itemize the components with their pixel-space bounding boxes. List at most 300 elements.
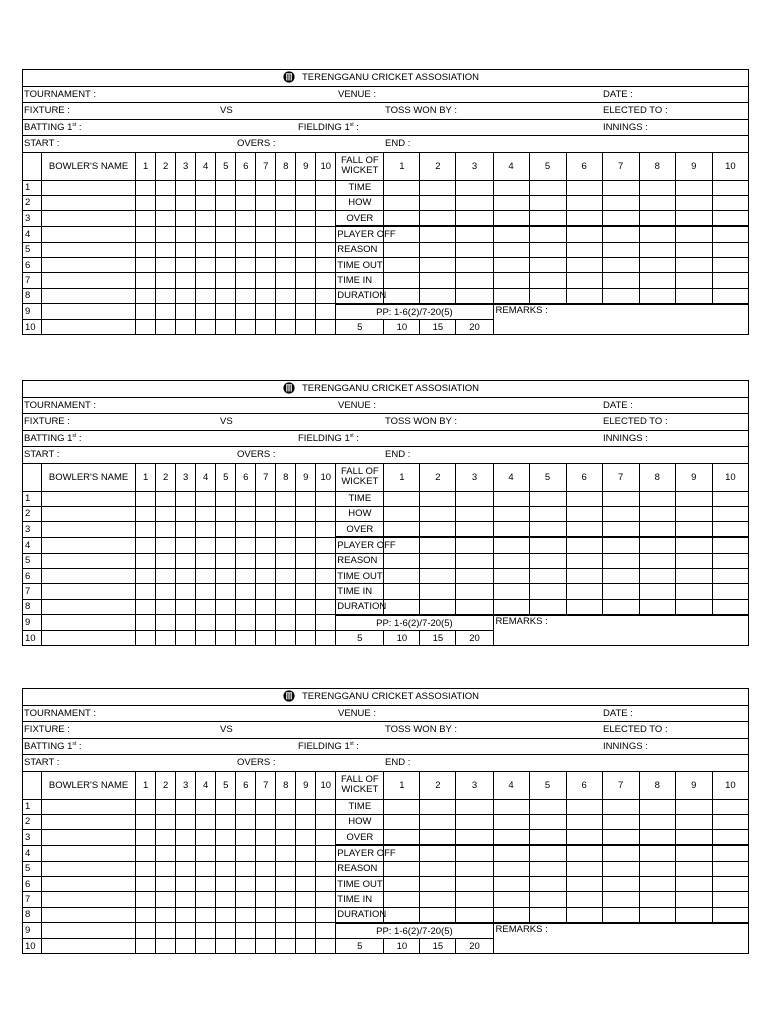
over-cell[interactable] (216, 506, 236, 521)
over-cell[interactable] (156, 814, 176, 829)
over-cell[interactable] (276, 799, 296, 814)
over-cell[interactable] (156, 211, 176, 227)
over-cell[interactable] (276, 304, 296, 320)
over-cell[interactable] (216, 522, 236, 538)
over-cell[interactable] (316, 814, 336, 829)
over-cell[interactable] (196, 923, 216, 939)
fow-cell[interactable] (420, 195, 456, 210)
fow-cell[interactable] (566, 180, 602, 195)
over-cell[interactable] (276, 180, 296, 195)
bowler-name-cell[interactable] (42, 939, 136, 954)
over-cell[interactable] (216, 923, 236, 939)
over-cell[interactable] (176, 180, 196, 195)
fow-cell[interactable] (456, 195, 493, 210)
bowler-name-cell[interactable] (42, 584, 136, 599)
over-cell[interactable] (136, 892, 156, 907)
over-cell[interactable] (156, 195, 176, 210)
fow-cell[interactable] (384, 584, 420, 599)
over-cell[interactable] (176, 257, 196, 272)
over-cell[interactable] (216, 830, 236, 846)
over-cell[interactable] (276, 845, 296, 861)
over-cell[interactable] (156, 257, 176, 272)
bowler-name-cell[interactable] (42, 830, 136, 846)
over-cell[interactable] (156, 226, 176, 242)
fow-cell[interactable] (639, 195, 675, 210)
fow-cell[interactable] (529, 892, 566, 907)
over-cell[interactable] (316, 242, 336, 257)
over-cell[interactable] (256, 180, 276, 195)
over-cell[interactable] (276, 861, 296, 876)
bowler-name-cell[interactable] (42, 799, 136, 814)
over-cell[interactable] (176, 522, 196, 538)
over-cell[interactable] (276, 615, 296, 631)
over-cell[interactable] (196, 242, 216, 257)
fow-cell[interactable] (566, 861, 602, 876)
fow-cell[interactable] (529, 599, 566, 615)
fow-cell[interactable] (384, 830, 420, 846)
over-cell[interactable] (236, 288, 256, 304)
over-cell[interactable] (176, 320, 196, 335)
over-cell[interactable] (276, 923, 296, 939)
fow-cell[interactable] (456, 273, 493, 288)
fow-cell[interactable] (420, 242, 456, 257)
over-cell[interactable] (256, 506, 276, 521)
fow-cell[interactable] (639, 907, 675, 923)
fow-cell[interactable] (493, 506, 529, 521)
over-cell[interactable] (236, 861, 256, 876)
over-cell[interactable] (176, 861, 196, 876)
over-cell[interactable] (136, 226, 156, 242)
over-cell[interactable] (216, 584, 236, 599)
fow-cell[interactable] (602, 257, 639, 272)
bowler-name-cell[interactable] (42, 568, 136, 583)
fow-cell[interactable] (456, 257, 493, 272)
over-cell[interactable] (176, 845, 196, 861)
over-cell[interactable] (216, 491, 236, 506)
over-cell[interactable] (256, 320, 276, 335)
fow-cell[interactable] (384, 876, 420, 891)
over-cell[interactable] (136, 506, 156, 521)
fow-cell[interactable] (675, 226, 712, 242)
over-cell[interactable] (216, 320, 236, 335)
fow-cell[interactable] (602, 845, 639, 861)
fow-cell[interactable] (384, 242, 420, 257)
over-cell[interactable] (216, 861, 236, 876)
over-cell[interactable] (256, 599, 276, 615)
fow-cell[interactable] (566, 830, 602, 846)
fow-cell[interactable] (456, 799, 493, 814)
over-cell[interactable] (156, 830, 176, 846)
over-cell[interactable] (276, 631, 296, 646)
over-cell[interactable] (216, 814, 236, 829)
over-cell[interactable] (156, 320, 176, 335)
fow-cell[interactable] (493, 861, 529, 876)
fow-cell[interactable] (456, 180, 493, 195)
over-cell[interactable] (256, 923, 276, 939)
fow-cell[interactable] (384, 814, 420, 829)
over-cell[interactable] (236, 584, 256, 599)
over-cell[interactable] (316, 631, 336, 646)
over-cell[interactable] (136, 568, 156, 583)
over-cell[interactable] (296, 491, 316, 506)
fow-cell[interactable] (639, 876, 675, 891)
fow-cell[interactable] (529, 506, 566, 521)
fow-cell[interactable] (712, 845, 748, 861)
fow-cell[interactable] (384, 861, 420, 876)
over-cell[interactable] (296, 288, 316, 304)
fow-cell[interactable] (712, 599, 748, 615)
over-cell[interactable] (196, 537, 216, 553)
over-cell[interactable] (256, 257, 276, 272)
over-cell[interactable] (216, 273, 236, 288)
fow-cell[interactable] (384, 599, 420, 615)
fow-cell[interactable] (675, 814, 712, 829)
over-cell[interactable] (276, 537, 296, 553)
fow-cell[interactable] (675, 876, 712, 891)
fow-cell[interactable] (602, 195, 639, 210)
over-cell[interactable] (316, 506, 336, 521)
over-cell[interactable] (196, 939, 216, 954)
over-cell[interactable] (176, 814, 196, 829)
over-cell[interactable] (256, 304, 276, 320)
fow-cell[interactable] (712, 226, 748, 242)
fow-cell[interactable] (602, 892, 639, 907)
over-cell[interactable] (216, 615, 236, 631)
over-cell[interactable] (236, 939, 256, 954)
fow-cell[interactable] (602, 273, 639, 288)
over-cell[interactable] (296, 799, 316, 814)
over-cell[interactable] (176, 584, 196, 599)
over-cell[interactable] (196, 814, 216, 829)
over-cell[interactable] (196, 876, 216, 891)
over-cell[interactable] (176, 195, 196, 210)
fow-cell[interactable] (456, 211, 493, 227)
over-cell[interactable] (256, 568, 276, 583)
over-cell[interactable] (316, 599, 336, 615)
fow-cell[interactable] (529, 584, 566, 599)
over-cell[interactable] (196, 631, 216, 646)
over-cell[interactable] (176, 242, 196, 257)
over-cell[interactable] (196, 226, 216, 242)
over-cell[interactable] (136, 553, 156, 568)
fow-cell[interactable] (529, 257, 566, 272)
over-cell[interactable] (176, 211, 196, 227)
fow-cell[interactable] (566, 257, 602, 272)
over-cell[interactable] (196, 615, 216, 631)
fow-cell[interactable] (712, 799, 748, 814)
over-cell[interactable] (156, 522, 176, 538)
over-cell[interactable] (276, 568, 296, 583)
over-cell[interactable] (156, 304, 176, 320)
fow-cell[interactable] (493, 257, 529, 272)
over-cell[interactable] (296, 923, 316, 939)
fow-cell[interactable] (675, 242, 712, 257)
fow-cell[interactable] (529, 845, 566, 861)
fow-cell[interactable] (529, 522, 566, 538)
over-cell[interactable] (176, 568, 196, 583)
over-cell[interactable] (256, 211, 276, 227)
over-cell[interactable] (236, 876, 256, 891)
fow-cell[interactable] (529, 242, 566, 257)
over-cell[interactable] (296, 907, 316, 923)
over-cell[interactable] (156, 180, 176, 195)
over-cell[interactable] (156, 799, 176, 814)
fow-cell[interactable] (420, 180, 456, 195)
over-cell[interactable] (196, 491, 216, 506)
over-cell[interactable] (156, 631, 176, 646)
over-cell[interactable] (176, 304, 196, 320)
fow-cell[interactable] (456, 584, 493, 599)
fow-cell[interactable] (639, 814, 675, 829)
over-cell[interactable] (296, 180, 316, 195)
fow-cell[interactable] (712, 491, 748, 506)
over-cell[interactable] (236, 211, 256, 227)
over-cell[interactable] (136, 939, 156, 954)
over-cell[interactable] (196, 288, 216, 304)
over-cell[interactable] (236, 830, 256, 846)
over-cell[interactable] (276, 506, 296, 521)
over-cell[interactable] (316, 615, 336, 631)
over-cell[interactable] (316, 226, 336, 242)
over-cell[interactable] (196, 584, 216, 599)
over-cell[interactable] (296, 226, 316, 242)
bowler-name-cell[interactable] (42, 553, 136, 568)
bowler-name-cell[interactable] (42, 892, 136, 907)
fow-cell[interactable] (493, 288, 529, 304)
over-cell[interactable] (136, 257, 156, 272)
over-cell[interactable] (176, 615, 196, 631)
fow-cell[interactable] (566, 568, 602, 583)
fow-cell[interactable] (420, 568, 456, 583)
bowler-name-cell[interactable] (42, 845, 136, 861)
over-cell[interactable] (156, 242, 176, 257)
fow-cell[interactable] (384, 907, 420, 923)
over-cell[interactable] (236, 304, 256, 320)
fow-cell[interactable] (529, 861, 566, 876)
over-cell[interactable] (316, 257, 336, 272)
over-cell[interactable] (256, 195, 276, 210)
fow-cell[interactable] (493, 273, 529, 288)
over-cell[interactable] (136, 522, 156, 538)
fow-cell[interactable] (420, 257, 456, 272)
fow-cell[interactable] (529, 568, 566, 583)
over-cell[interactable] (296, 195, 316, 210)
fow-cell[interactable] (456, 830, 493, 846)
fow-cell[interactable] (712, 892, 748, 907)
over-cell[interactable] (256, 907, 276, 923)
bowler-name-cell[interactable] (42, 288, 136, 304)
over-cell[interactable] (276, 211, 296, 227)
fow-cell[interactable] (420, 799, 456, 814)
fow-cell[interactable] (639, 491, 675, 506)
remarks-box[interactable]: REMARKS : (493, 304, 749, 335)
over-cell[interactable] (256, 892, 276, 907)
fow-cell[interactable] (493, 599, 529, 615)
over-cell[interactable] (156, 845, 176, 861)
fow-cell[interactable] (639, 568, 675, 583)
fow-cell[interactable] (675, 195, 712, 210)
fow-cell[interactable] (675, 506, 712, 521)
fow-cell[interactable] (639, 288, 675, 304)
over-cell[interactable] (136, 861, 156, 876)
fow-cell[interactable] (712, 288, 748, 304)
over-cell[interactable] (236, 195, 256, 210)
fow-cell[interactable] (602, 814, 639, 829)
fow-cell[interactable] (493, 537, 529, 553)
fow-cell[interactable] (675, 599, 712, 615)
bowler-name-cell[interactable] (42, 537, 136, 553)
fow-cell[interactable] (566, 537, 602, 553)
fow-cell[interactable] (675, 907, 712, 923)
fow-cell[interactable] (566, 584, 602, 599)
over-cell[interactable] (236, 845, 256, 861)
over-cell[interactable] (196, 195, 216, 210)
over-cell[interactable] (236, 242, 256, 257)
fow-cell[interactable] (675, 568, 712, 583)
fow-cell[interactable] (384, 506, 420, 521)
over-cell[interactable] (176, 506, 196, 521)
over-cell[interactable] (276, 939, 296, 954)
fow-cell[interactable] (456, 491, 493, 506)
over-cell[interactable] (156, 568, 176, 583)
fow-cell[interactable] (602, 830, 639, 846)
fow-cell[interactable] (639, 506, 675, 521)
over-cell[interactable] (216, 568, 236, 583)
over-cell[interactable] (196, 553, 216, 568)
fow-cell[interactable] (384, 553, 420, 568)
over-cell[interactable] (136, 491, 156, 506)
over-cell[interactable] (136, 242, 156, 257)
over-cell[interactable] (136, 830, 156, 846)
over-cell[interactable] (256, 939, 276, 954)
over-cell[interactable] (316, 939, 336, 954)
over-cell[interactable] (276, 830, 296, 846)
over-cell[interactable] (276, 491, 296, 506)
over-cell[interactable] (176, 491, 196, 506)
over-cell[interactable] (296, 861, 316, 876)
over-cell[interactable] (296, 892, 316, 907)
over-cell[interactable] (256, 537, 276, 553)
over-cell[interactable] (136, 615, 156, 631)
fow-cell[interactable] (493, 830, 529, 846)
fow-cell[interactable] (602, 876, 639, 891)
over-cell[interactable] (256, 830, 276, 846)
fow-cell[interactable] (712, 506, 748, 521)
over-cell[interactable] (256, 288, 276, 304)
fow-cell[interactable] (384, 522, 420, 538)
over-cell[interactable] (236, 892, 256, 907)
over-cell[interactable] (176, 892, 196, 907)
over-cell[interactable] (236, 273, 256, 288)
over-cell[interactable] (196, 907, 216, 923)
fow-cell[interactable] (639, 242, 675, 257)
over-cell[interactable] (196, 830, 216, 846)
fow-cell[interactable] (566, 814, 602, 829)
fow-cell[interactable] (675, 553, 712, 568)
over-cell[interactable] (196, 892, 216, 907)
fow-cell[interactable] (529, 195, 566, 210)
over-cell[interactable] (236, 537, 256, 553)
over-cell[interactable] (316, 923, 336, 939)
fow-cell[interactable] (712, 211, 748, 227)
bowler-name-cell[interactable] (42, 814, 136, 829)
over-cell[interactable] (296, 553, 316, 568)
fow-cell[interactable] (566, 845, 602, 861)
over-cell[interactable] (296, 615, 316, 631)
fow-cell[interactable] (493, 211, 529, 227)
over-cell[interactable] (236, 491, 256, 506)
over-cell[interactable] (316, 522, 336, 538)
fow-cell[interactable] (529, 211, 566, 227)
over-cell[interactable] (176, 799, 196, 814)
over-cell[interactable] (216, 226, 236, 242)
fow-cell[interactable] (420, 553, 456, 568)
over-cell[interactable] (216, 537, 236, 553)
fow-cell[interactable] (639, 553, 675, 568)
fow-cell[interactable] (420, 599, 456, 615)
over-cell[interactable] (316, 211, 336, 227)
fow-cell[interactable] (566, 288, 602, 304)
over-cell[interactable] (296, 320, 316, 335)
over-cell[interactable] (236, 257, 256, 272)
fow-cell[interactable] (712, 814, 748, 829)
fow-cell[interactable] (384, 288, 420, 304)
over-cell[interactable] (256, 273, 276, 288)
over-cell[interactable] (296, 211, 316, 227)
fow-cell[interactable] (456, 242, 493, 257)
over-cell[interactable] (256, 491, 276, 506)
over-cell[interactable] (276, 257, 296, 272)
fow-cell[interactable] (529, 830, 566, 846)
fow-cell[interactable] (712, 522, 748, 538)
fow-cell[interactable] (712, 273, 748, 288)
fow-cell[interactable] (456, 226, 493, 242)
over-cell[interactable] (196, 180, 216, 195)
over-cell[interactable] (136, 320, 156, 335)
over-cell[interactable] (276, 226, 296, 242)
bowler-name-cell[interactable] (42, 273, 136, 288)
over-cell[interactable] (196, 320, 216, 335)
over-cell[interactable] (276, 522, 296, 538)
over-cell[interactable] (256, 242, 276, 257)
over-cell[interactable] (156, 288, 176, 304)
fow-cell[interactable] (602, 506, 639, 521)
fow-cell[interactable] (456, 568, 493, 583)
fow-cell[interactable] (602, 861, 639, 876)
fow-cell[interactable] (493, 845, 529, 861)
over-cell[interactable] (316, 568, 336, 583)
over-cell[interactable] (216, 599, 236, 615)
fow-cell[interactable] (493, 180, 529, 195)
over-cell[interactable] (216, 907, 236, 923)
over-cell[interactable] (316, 195, 336, 210)
over-cell[interactable] (236, 226, 256, 242)
fow-cell[interactable] (566, 892, 602, 907)
over-cell[interactable] (176, 907, 196, 923)
fow-cell[interactable] (384, 491, 420, 506)
over-cell[interactable] (316, 537, 336, 553)
fow-cell[interactable] (566, 799, 602, 814)
fow-cell[interactable] (712, 907, 748, 923)
over-cell[interactable] (216, 553, 236, 568)
fow-cell[interactable] (456, 599, 493, 615)
fow-cell[interactable] (420, 876, 456, 891)
fow-cell[interactable] (566, 907, 602, 923)
over-cell[interactable] (316, 845, 336, 861)
bowler-name-cell[interactable] (42, 491, 136, 506)
over-cell[interactable] (236, 907, 256, 923)
over-cell[interactable] (176, 553, 196, 568)
